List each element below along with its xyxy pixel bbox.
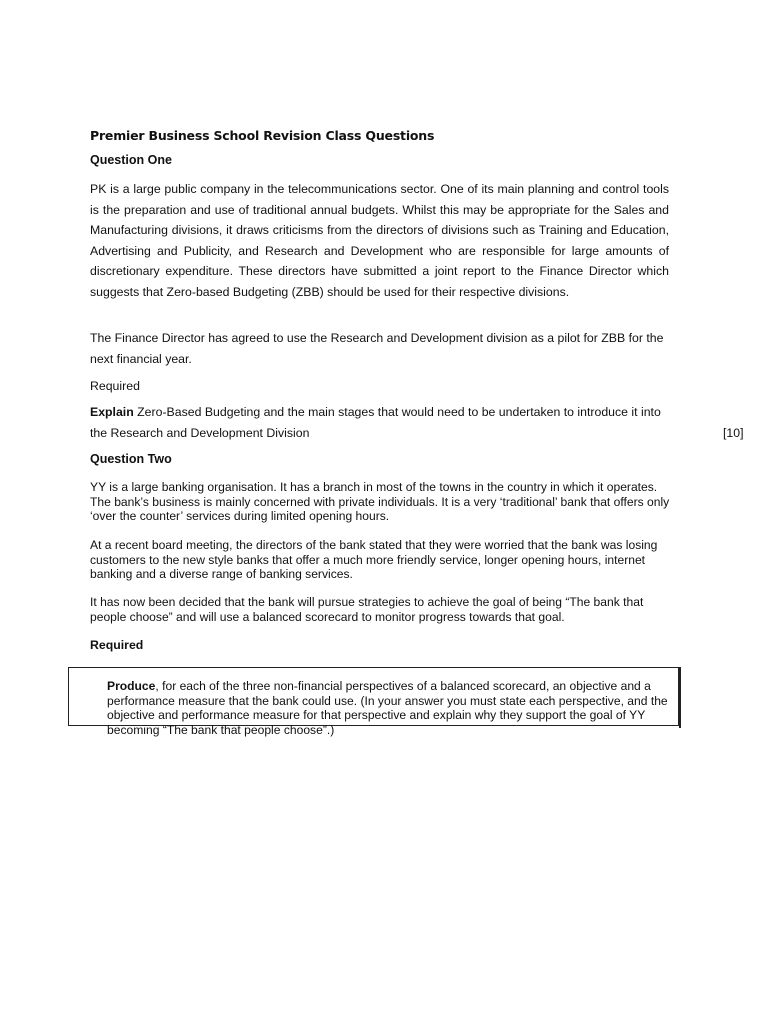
question-two-task-verb: Produce <box>107 679 156 694</box>
question-one-task-text-2: the Research and Development Division <box>90 425 310 440</box>
question-one-task <box>90 402 744 443</box>
question-two-required-label: Required <box>90 638 144 652</box>
question-two-paragraph-3: It has now been decided that the bank will pursue strategies to achieve the goal of being “The bank that people choose” and will use a balanced scorecard to monitor progress towards that goal. <box>90 595 644 624</box>
question-two-task-text: , for each of the three non-financial perspectives of a balanced scorecard, an objective and a performance measure that the bank could use. (In your answer you must state each perspective, and the objective and performance measure for that perspective and explain why they support the goal of YY becoming “The bank that people choose”.) <box>107 679 668 737</box>
question-two-paragraph-1: YY is a large banking organisation. It has a branch in most of the towns in the country in which it operates. The bank’s business is mainly concerned with private individuals. It is a very ‘traditional’ bank that offers only ‘over the counter’ services during limited opening hours. <box>90 480 670 523</box>
question-two-task <box>107 679 673 737</box>
question-two-paragraph-2: At a recent board meeting, the directors of the bank stated that they were worried that the bank was losing customers to the new style banks that offer a much more friendly service, longer opening hours, internet banking and a diverse range of banking services. <box>90 538 658 581</box>
question-two-task-box-edge <box>679 667 681 728</box>
document-heading: Premier Business School Revision Class Questions <box>90 128 435 143</box>
question-one-required-label: Required <box>90 379 140 393</box>
question-one-task-text: Zero-Based Budgeting and the main stages that would need to be undertaken to introduce it into <box>133 405 661 419</box>
question-one-task-line-1 <box>90 402 669 423</box>
question-one-paragraph-2: The Finance Director has agreed to use the Research and Development division as a pilot for ZBB for the next financial year. <box>90 331 664 366</box>
question-one-marks: [10] <box>723 425 744 440</box>
question-one-task-verb: Explain <box>90 405 134 419</box>
question-two-title: Question Two <box>90 452 172 466</box>
question-one-title: Question One <box>90 153 172 167</box>
question-one-task-line-2 <box>90 423 744 444</box>
question-one-paragraph-1: PK is a large public company in the telecommunications sector. One of its main planning and control tools is the preparation and use of traditional annual budgets. Whilst this may be appropriate for the Sales and Manufacturing divisions, it draws criticisms from the directors of divisions such as Training and Education, Advertising and Publicity, and Research and Development who are responsible for large amounts of discretionary expenditure. These directors have submitted a joint report to the Finance Director which suggests that Zero-based Budgeting (ZBB) should be used for their respective divisions. <box>90 182 669 299</box>
